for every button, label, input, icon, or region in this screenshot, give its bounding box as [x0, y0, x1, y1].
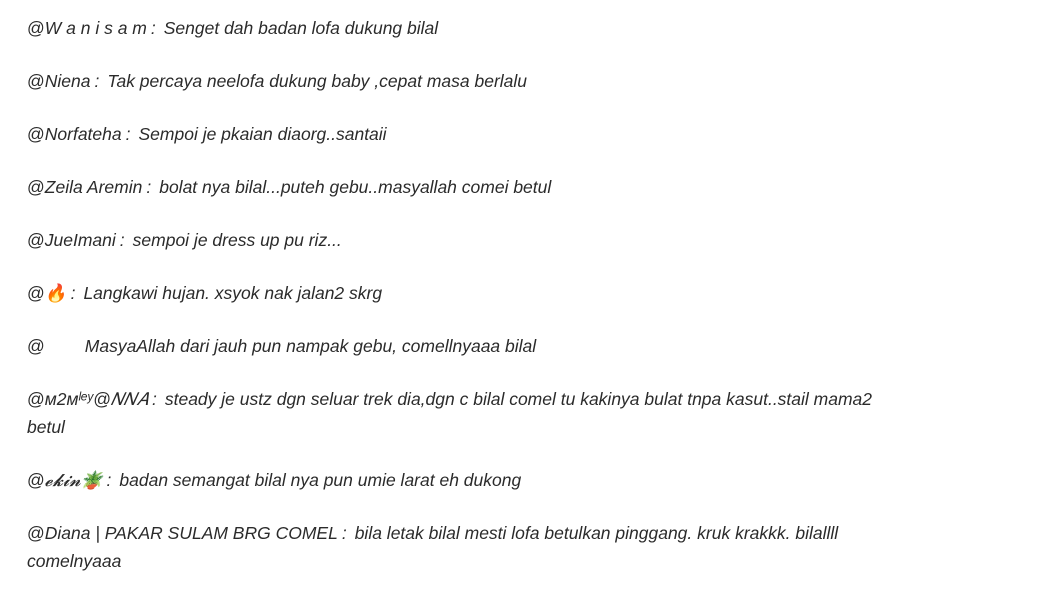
comment-item: @🔥 : Langkawi hujan. xsyok nak jalan2 skrg [27, 283, 383, 303]
comment-item: @м2мˡᵉʸ@𝑁𝑁𝐴 : steady je ustz dgn seluar trek dia,dgn c bilal comel tu kakinya bulat tnpa kasut..stail mama2 betul [27, 389, 873, 437]
comment-item: @Zeila Aremin : bolat nya bilal...puteh gebu..masyallah comei betul [27, 177, 552, 197]
comment-item: @ MasyaAllah dari jauh pun nampak gebu, comellnyaaa bilal [27, 336, 537, 356]
comment-text: Langkawi hujan. xsyok nak jalan2 skrg [83, 283, 383, 303]
comment-item: @Diana | PAKAR SULAM BRG COMEL : bila letak bilal mesti lofa betulkan pinggang. kruk krakkk. bilallll comelnyaaa [27, 523, 839, 571]
comment-item: @Niena : Tak percaya neelofa dukung baby ,cepat masa berlalu [27, 71, 528, 91]
comment-username: Niena [44, 71, 91, 91]
comment-text: steady je ustz dgn seluar trek dia,dgn c bilal comel tu kakinya bulat tnpa kasut..stail mama2 betul [27, 389, 873, 437]
comment-item: @W a n i s a m : Senget dah badan lofa dukung bilal [27, 18, 439, 38]
comment-text: Senget dah badan lofa dukung bilal [163, 18, 439, 38]
comment-username: W a n i s a m [44, 18, 147, 38]
comment-text: MasyaAllah dari jauh pun nampak gebu, comellnyaaa bilal [84, 336, 537, 356]
comment-item: @𝓮𝓴𝓲𝓷🪴 : badan semangat bilal nya pun umie larat eh dukong [27, 470, 522, 490]
comment-text: Tak percaya neelofa dukung baby ,cepat masa berlalu [107, 71, 528, 91]
comment-username: м2мˡᵉʸ@𝑁𝑁𝐴 [44, 389, 148, 409]
comment-text: bolat nya bilal...puteh gebu..masyallah comei betul [159, 177, 552, 197]
comment-text: Sempoi je pkaian diaorg..santaii [138, 124, 387, 144]
comment-item: @JueImani : sempoi je dress up pu riz... [27, 230, 342, 250]
comment-text: badan semangat bilal nya pun umie larat eh dukong [119, 470, 522, 490]
comment-username: Zeila Aremin [44, 177, 143, 197]
comment-username: 🔥 [44, 283, 67, 303]
comment-list [27, 14, 877, 600]
comment-text: sempoi je dress up pu riz... [132, 230, 342, 250]
comment-text: bila letak bilal mesti lofa betulkan pinggang. kruk krakkk. bilallll comelnyaaa [27, 523, 839, 571]
comment-item: @Norfateha : Sempoi je pkaian diaorg..santaii [27, 124, 387, 144]
comment-username: Norfateha [44, 124, 122, 144]
comment-username: Diana | PAKAR SULAM BRG COMEL [44, 523, 338, 543]
comment-username: JueImani [44, 230, 116, 250]
comment-username: 𝓮𝓴𝓲𝓷🪴 [44, 470, 103, 490]
